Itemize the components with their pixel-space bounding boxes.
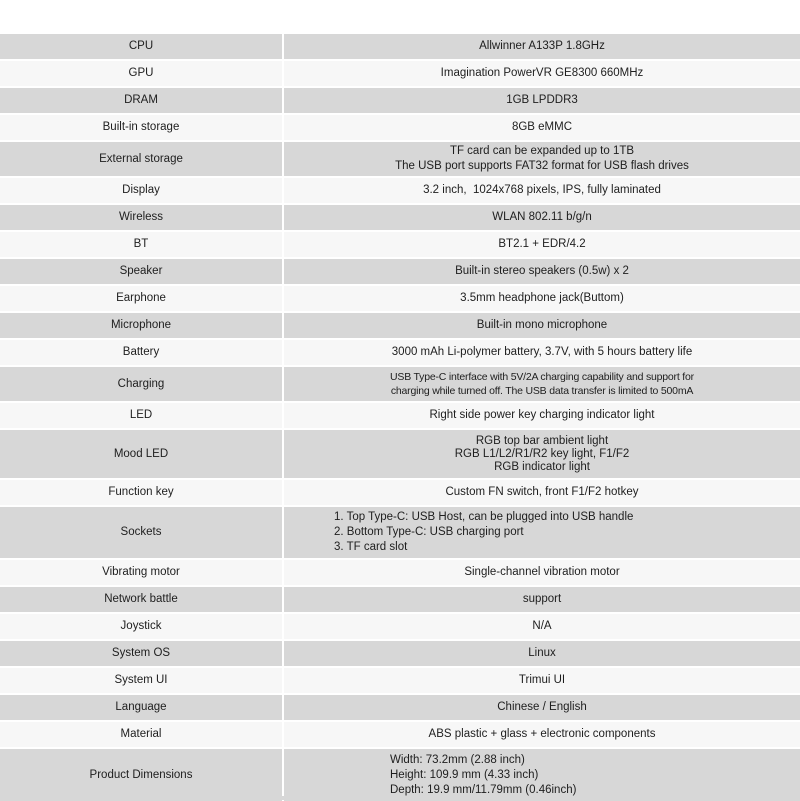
spec-value bbox=[283, 667, 800, 694]
spec-label: System OS bbox=[0, 640, 283, 667]
spec-value-line: Custom FN switch, front F1/F2 hotkey bbox=[445, 486, 639, 498]
spec-label: Mood LED bbox=[0, 429, 283, 479]
spec-value bbox=[283, 586, 800, 613]
spec-value-line: RGB L1/L2/R1/R2 key light, F1/F2 bbox=[454, 447, 630, 460]
spec-label: Speaker bbox=[0, 258, 283, 285]
spec-row-dram bbox=[0, 87, 800, 114]
spec-value-line: The USB port supports FAT32 format for USB flash drives bbox=[395, 160, 689, 172]
spec-value-line: 3.5mm headphone jack(Buttom) bbox=[460, 292, 624, 304]
spec-label: BT bbox=[0, 231, 283, 258]
spec-label: Microphone bbox=[0, 312, 283, 339]
spec-table bbox=[0, 32, 800, 801]
spec-value-line: 3.2 inch, 1024x768 pixels, IPS, fully laminated bbox=[423, 184, 661, 196]
bottom-divider bbox=[0, 796, 800, 800]
spec-label: Language bbox=[0, 694, 283, 721]
spec-value-line: N/A bbox=[532, 620, 552, 632]
spec-row-led bbox=[0, 402, 800, 429]
spec-value bbox=[283, 506, 800, 559]
spec-row-cpu bbox=[0, 33, 800, 60]
spec-label: Joystick bbox=[0, 613, 283, 640]
spec-value-line: Right side power key charging indicator light bbox=[429, 409, 655, 421]
spec-value-line: 3. TF card slot bbox=[334, 541, 408, 553]
spec-value-line: Built-in stereo speakers (0.5w) x 2 bbox=[455, 265, 629, 277]
spec-label: External storage bbox=[0, 141, 283, 177]
spec-row-wireless bbox=[0, 204, 800, 231]
spec-value-line: Linux bbox=[528, 647, 556, 659]
spec-value bbox=[283, 613, 800, 640]
spec-value bbox=[283, 559, 800, 586]
spec-label: Sockets bbox=[0, 506, 283, 559]
spec-row-product-dimensions bbox=[0, 748, 800, 801]
spec-row-display bbox=[0, 177, 800, 204]
spec-value bbox=[283, 177, 800, 204]
spec-label: Product Dimensions bbox=[0, 748, 283, 801]
spec-row-material bbox=[0, 721, 800, 748]
spec-value-line: TF card can be expanded up to 1TB bbox=[449, 145, 635, 157]
spec-value bbox=[283, 694, 800, 721]
spec-value-line: BT2.1 + EDR/4.2 bbox=[498, 238, 586, 250]
spec-value-line: USB Type-C interface with 5V/2A charging capability and support for bbox=[390, 371, 694, 383]
spec-row-microphone bbox=[0, 312, 800, 339]
spec-label: Charging bbox=[0, 366, 283, 402]
spec-row-sockets bbox=[0, 506, 800, 559]
spec-label: Material bbox=[0, 721, 283, 748]
spec-value-line: RGB indicator light bbox=[494, 460, 590, 473]
spec-value bbox=[283, 141, 800, 177]
spec-value-line: RGB top bar ambient light bbox=[475, 434, 609, 447]
spec-value bbox=[283, 312, 800, 339]
spec-row-charging bbox=[0, 366, 800, 402]
spec-value-line: Chinese / English bbox=[497, 701, 587, 713]
spec-row-built-in-storage bbox=[0, 114, 800, 141]
spec-value-line: 3000 mAh Li-polymer battery, 3.7V, with 5 hours battery life bbox=[391, 346, 693, 358]
spec-value-line: Depth: 19.9 mm/11.79mm (0.46inch) bbox=[390, 783, 577, 796]
spec-value bbox=[283, 748, 800, 801]
spec-value bbox=[283, 366, 800, 402]
spec-value bbox=[283, 258, 800, 285]
spec-label: LED bbox=[0, 402, 283, 429]
spec-value-line: Trimui UI bbox=[518, 674, 566, 686]
spec-value-line: WLAN 802.11 b/g/n bbox=[492, 211, 592, 223]
spec-row-vibrating-motor bbox=[0, 559, 800, 586]
spec-value-line: Built-in mono microphone bbox=[476, 319, 608, 331]
spec-value bbox=[283, 640, 800, 667]
spec-value-line: Width: 73.2mm (2.88 inch) bbox=[390, 753, 525, 766]
spec-value bbox=[283, 114, 800, 141]
spec-row-mood-led bbox=[0, 429, 800, 479]
spec-value bbox=[283, 60, 800, 87]
spec-label: Display bbox=[0, 177, 283, 204]
spec-row-network-battle bbox=[0, 586, 800, 613]
spec-value bbox=[283, 429, 800, 479]
spec-label: Built-in storage bbox=[0, 114, 283, 141]
spec-value bbox=[283, 479, 800, 506]
spec-label: Battery bbox=[0, 339, 283, 366]
spec-label: Earphone bbox=[0, 285, 283, 312]
spec-label: Wireless bbox=[0, 204, 283, 231]
spec-label: Vibrating motor bbox=[0, 559, 283, 586]
spec-value-line: 8GB eMMC bbox=[511, 121, 573, 133]
spec-row-system-ui bbox=[0, 667, 800, 694]
spec-row-speaker bbox=[0, 258, 800, 285]
spec-value-line: ABS plastic + glass + electronic components bbox=[428, 728, 656, 740]
spec-row-earphone bbox=[0, 285, 800, 312]
spec-value bbox=[283, 721, 800, 748]
spec-row-bt bbox=[0, 231, 800, 258]
spec-row-external-storage bbox=[0, 141, 800, 177]
spec-value-line: 1. Top Type-C: USB Host, can be plugged into USB handle bbox=[334, 511, 634, 523]
spec-label: GPU bbox=[0, 60, 283, 87]
cropped-header bbox=[0, 0, 800, 32]
spec-value-line: 2. Bottom Type-C: USB charging port bbox=[334, 526, 524, 538]
spec-row-system-os bbox=[0, 640, 800, 667]
spec-value-line: 1GB LPDDR3 bbox=[506, 94, 578, 106]
spec-row-joystick bbox=[0, 613, 800, 640]
spec-row-language bbox=[0, 694, 800, 721]
spec-label: Function key bbox=[0, 479, 283, 506]
spec-value-line: charging while turned off. The USB data transfer is limited to 500mA bbox=[390, 385, 694, 397]
spec-value bbox=[283, 33, 800, 60]
spec-value bbox=[283, 231, 800, 258]
spec-value bbox=[283, 204, 800, 231]
spec-value bbox=[283, 285, 800, 312]
spec-label: System UI bbox=[0, 667, 283, 694]
spec-value-line: support bbox=[522, 593, 562, 605]
spec-label: DRAM bbox=[0, 87, 283, 114]
spec-row-battery bbox=[0, 339, 800, 366]
spec-value-line: Allwinner A133P 1.8GHz bbox=[479, 40, 605, 52]
spec-label: Network battle bbox=[0, 586, 283, 613]
spec-value-line: Height: 109.9 mm (4.33 inch) bbox=[390, 768, 539, 781]
spec-value bbox=[283, 402, 800, 429]
spec-value-line: Imagination PowerVR GE8300 660MHz bbox=[440, 67, 644, 79]
spec-row-function-key bbox=[0, 479, 800, 506]
spec-row-gpu bbox=[0, 60, 800, 87]
spec-value bbox=[283, 87, 800, 114]
spec-value-line: Single-channel vibration motor bbox=[464, 566, 620, 578]
spec-label: CPU bbox=[0, 33, 283, 60]
spec-value bbox=[283, 339, 800, 366]
